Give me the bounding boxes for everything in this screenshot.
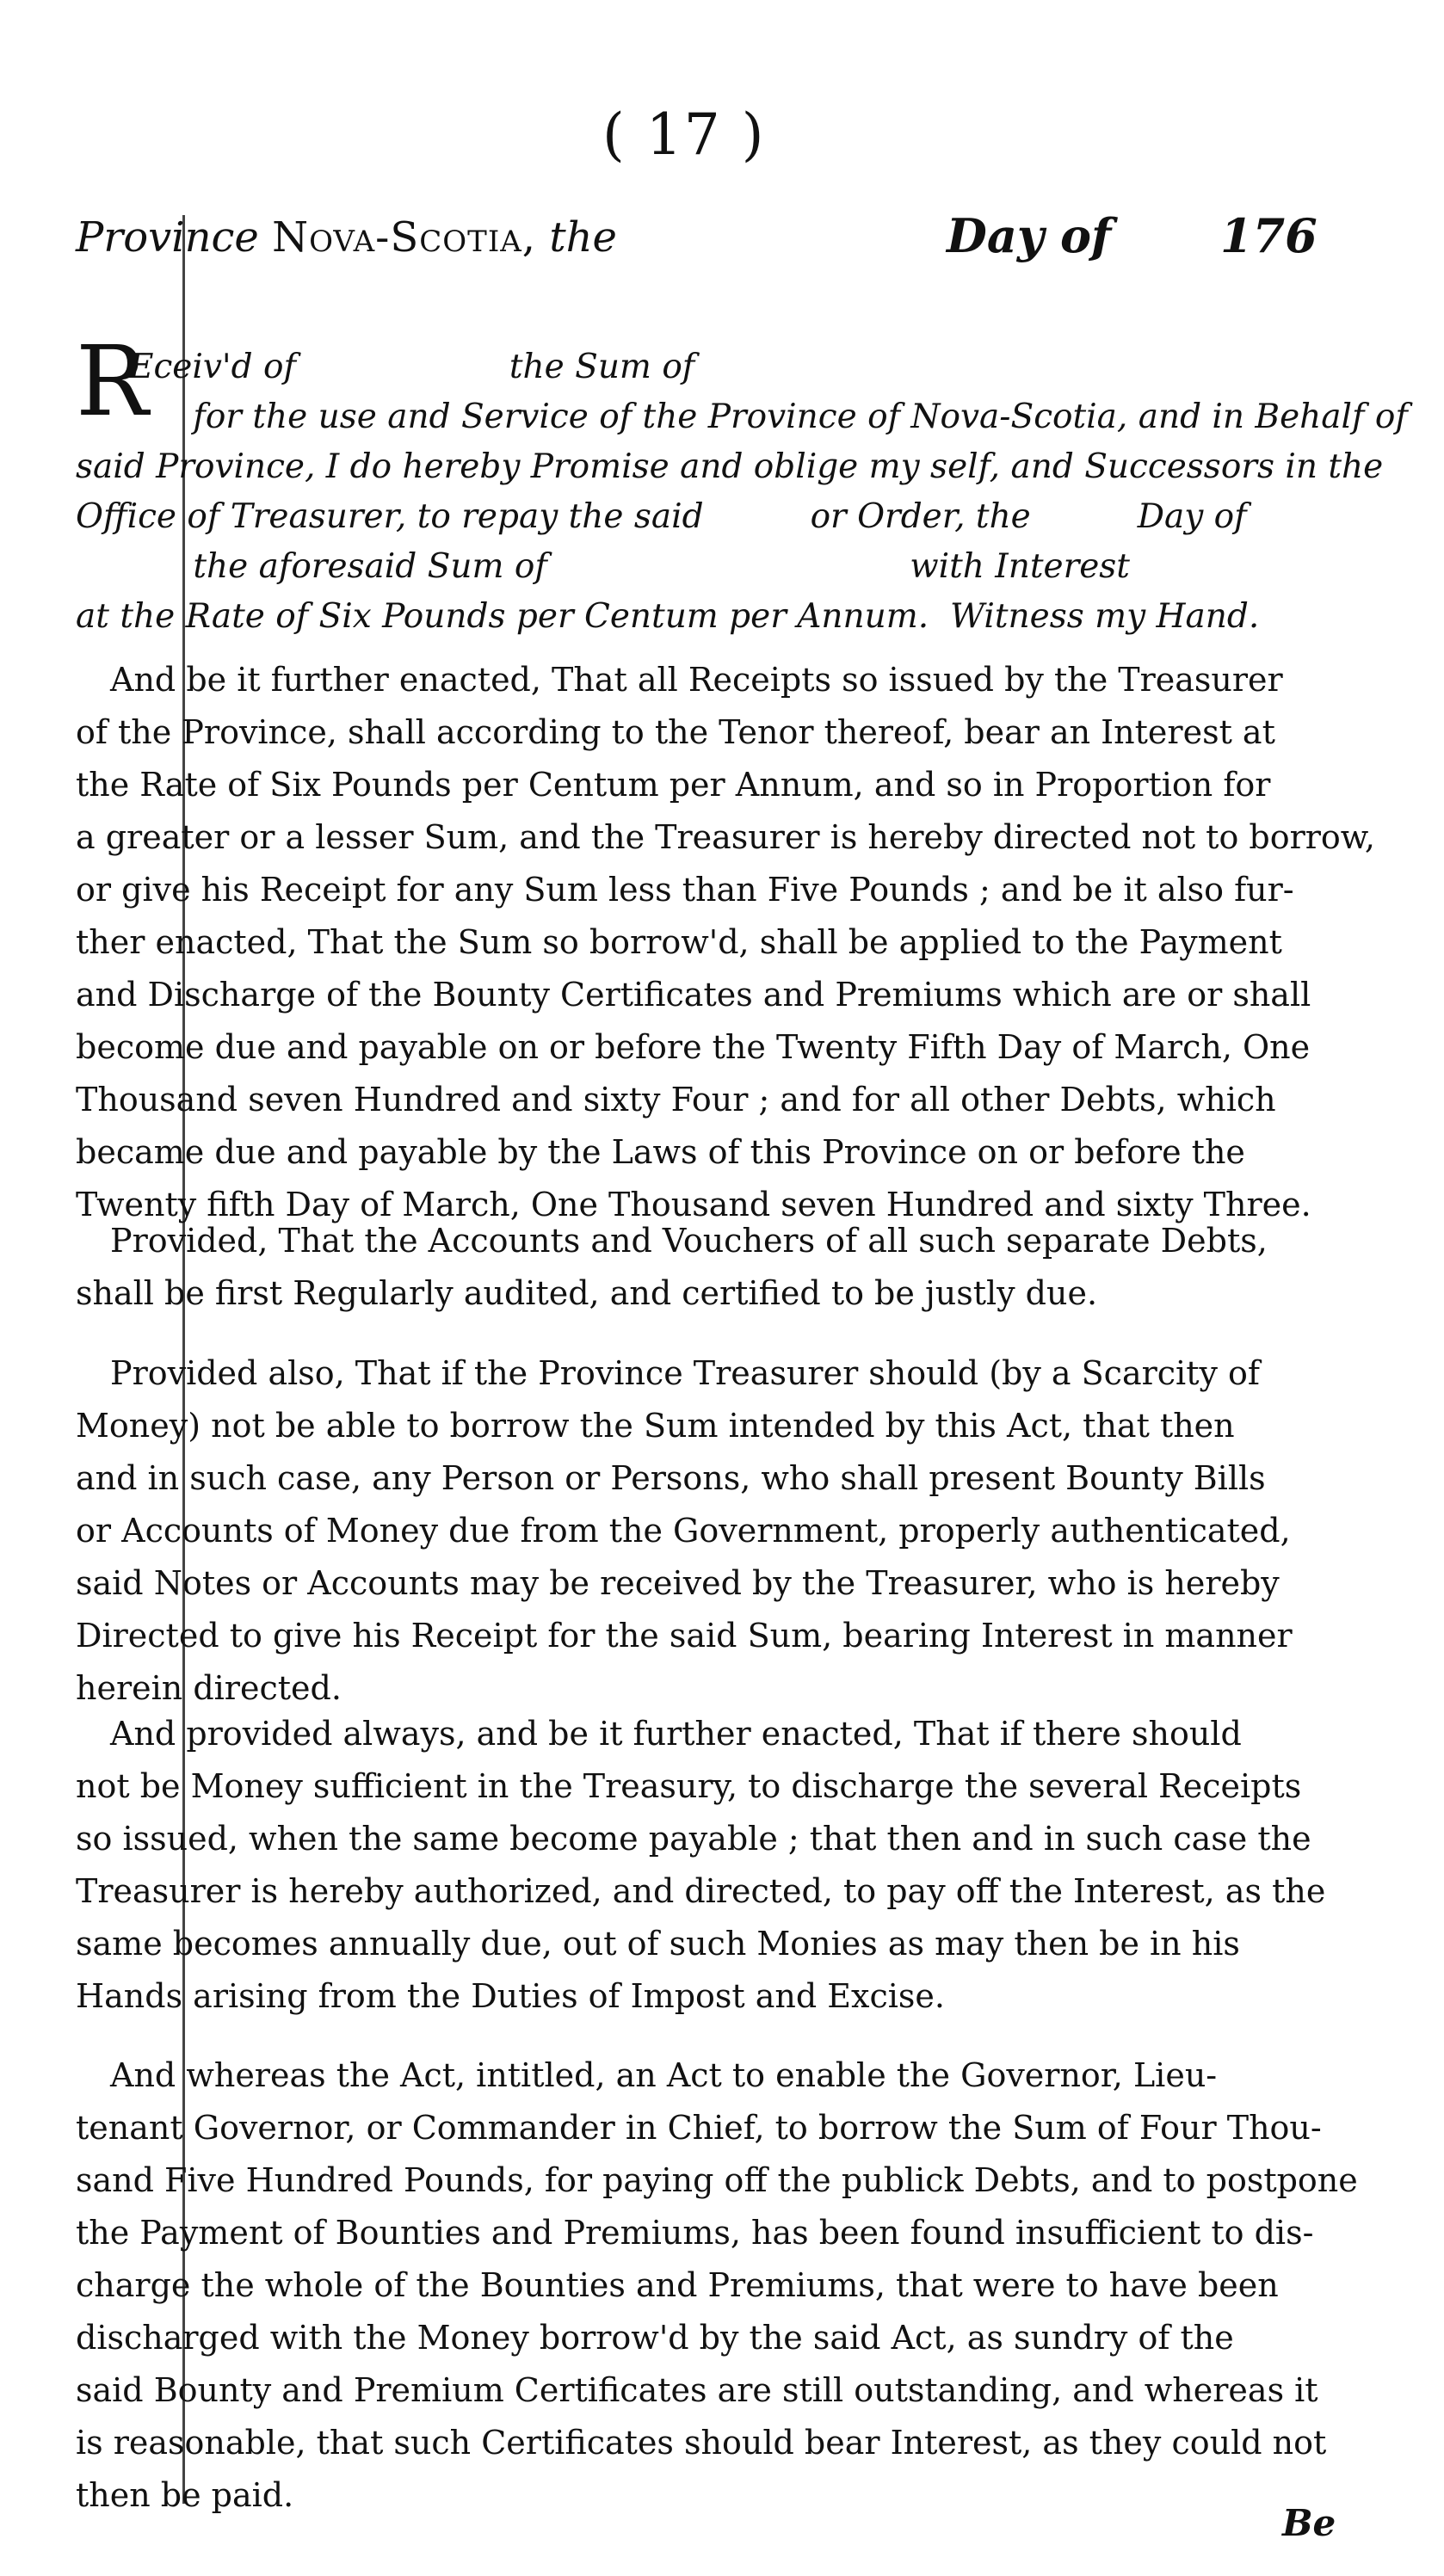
page-number: ( 17 ) bbox=[602, 102, 766, 168]
text-line: discharged with the Money borrow'd by the said Act, as sundry of the bbox=[76, 2319, 1234, 2357]
text-line: Directed to give his Receipt for the said Sum, bearing Interest in manner bbox=[76, 1617, 1293, 1655]
text-line: and Discharge of the Bounty Certificates and Premiums which are or shall bbox=[76, 976, 1311, 1014]
header-day-of: Day of bbox=[947, 208, 1112, 263]
paragraph-provided bbox=[76, 1215, 1341, 1320]
catchword: Be bbox=[1282, 2502, 1336, 2544]
form-line: for the use and Service of the Province of Nova-Scotia, and in Behalf of bbox=[129, 397, 1408, 436]
header-the: the bbox=[549, 213, 617, 262]
form-line: Office of Treasurer, to repay the said or Order, the Day of bbox=[76, 497, 1247, 536]
drop-cap: R bbox=[76, 326, 149, 438]
text-line: then be paid. bbox=[76, 2476, 294, 2514]
text-line: is reasonable, that such Certificates should bear Interest, as they could not bbox=[76, 2424, 1327, 2462]
text-line: became due and payable by the Laws of this Province on or before the bbox=[76, 1133, 1245, 1171]
receipt-header bbox=[76, 208, 1341, 282]
text-line: Money) not be able to borrow the Sum intended by this Act, that then bbox=[76, 1407, 1235, 1445]
text-line: And be it further enacted, That all Receipts so issued by the Treasurer bbox=[110, 661, 1283, 699]
text-line: not be Money sufficient in the Treasury, to discharge the several Receipts bbox=[76, 1767, 1302, 1805]
text-line: ther enacted, That the Sum so borrow'd, shall be applied to the Payment bbox=[76, 923, 1282, 961]
text-line: the Rate of Six Pounds per Centum per Annum, and so in Proportion for bbox=[76, 766, 1271, 804]
paragraph-provided-always bbox=[76, 1708, 1341, 2023]
text-line: tenant Governor, or Commander in Chief, to borrow the Sum of Four Thou- bbox=[76, 2109, 1322, 2147]
form-line: Eceiv'd of the Sum of bbox=[129, 348, 695, 386]
text-line: become due and payable on or before the Twenty Fifth Day of March, One bbox=[76, 1028, 1311, 1066]
paragraph-whereas bbox=[76, 2049, 1358, 2522]
form-line: at the Rate of Six Pounds per Centum per Annum. Witness my Hand. bbox=[76, 597, 1260, 636]
text-line: a greater or a lesser Sum, and the Treasurer is hereby directed not to borrow, bbox=[76, 818, 1375, 856]
text-line: shall be first Regularly audited, and certified to be justly due. bbox=[76, 1274, 1098, 1312]
text-line: And provided always, and be it further enacted, That if there should bbox=[110, 1715, 1242, 1753]
text-line: herein directed. bbox=[76, 1669, 342, 1707]
text-line: sand Five Hundred Pounds, for paying off the publick Debts, and to postpone bbox=[76, 2161, 1358, 2199]
text-line: Twenty fifth Day of March, One Thousand seven Hundred and sixty Three. bbox=[76, 1186, 1311, 1223]
paragraph-provided-also bbox=[76, 1347, 1341, 1715]
header-place: Nova-Scotia, bbox=[272, 213, 537, 262]
receipt-form bbox=[76, 326, 1408, 642]
text-line: Thousand seven Hundred and sixty Four ; and for all other Debts, which bbox=[76, 1081, 1276, 1119]
text-line: Hands arising from the Duties of Impost and Excise. bbox=[76, 1977, 945, 2015]
text-line: charge the whole of the Bounties and Premiums, that were to have been bbox=[76, 2266, 1279, 2304]
form-line: the aforesaid Sum of with Interest bbox=[76, 547, 1130, 586]
text-line: so issued, when the same become payable ; that then and in such case the bbox=[76, 1820, 1311, 1858]
text-line: of the Province, shall according to the Tenor thereof, bear an Interest at bbox=[76, 713, 1275, 751]
paragraph-further-enacted bbox=[76, 654, 1375, 1231]
text-line: said Bounty and Premium Certificates are still outstanding, and whereas it bbox=[76, 2371, 1318, 2409]
text-line: Treasurer is hereby authorized, and directed, to pay off the Interest, as the bbox=[76, 1872, 1326, 1910]
text-line: and in such case, any Person or Persons, who shall present Bounty Bills bbox=[76, 1459, 1266, 1497]
text-line: Provided also, That if the Province Treasurer should (by a Scarcity of bbox=[110, 1354, 1260, 1392]
text-line: And whereas the Act, intitled, an Act to enable the Governor, Lieu- bbox=[110, 2056, 1218, 2094]
form-line: said Province, I do hereby Promise and oblige my self, and Successors in the bbox=[76, 447, 1384, 486]
header-place-line bbox=[76, 213, 617, 262]
header-year: 176 bbox=[1220, 208, 1317, 263]
header-province: Province bbox=[76, 213, 259, 262]
text-line: same becomes annually due, out of such Monies as may then be in his bbox=[76, 1925, 1240, 1963]
text-line: said Notes or Accounts may be received by the Treasurer, who is hereby bbox=[76, 1564, 1280, 1602]
text-line: or give his Receipt for any Sum less than Five Pounds ; and be it also fur- bbox=[76, 871, 1294, 909]
text-line: Provided, That the Accounts and Vouchers of all such separate Debts, bbox=[110, 1222, 1268, 1260]
text-line: or Accounts of Money due from the Government, properly authenticated, bbox=[76, 1512, 1291, 1550]
text-line: the Payment of Bounties and Premiums, has been found insufficient to dis- bbox=[76, 2214, 1314, 2252]
